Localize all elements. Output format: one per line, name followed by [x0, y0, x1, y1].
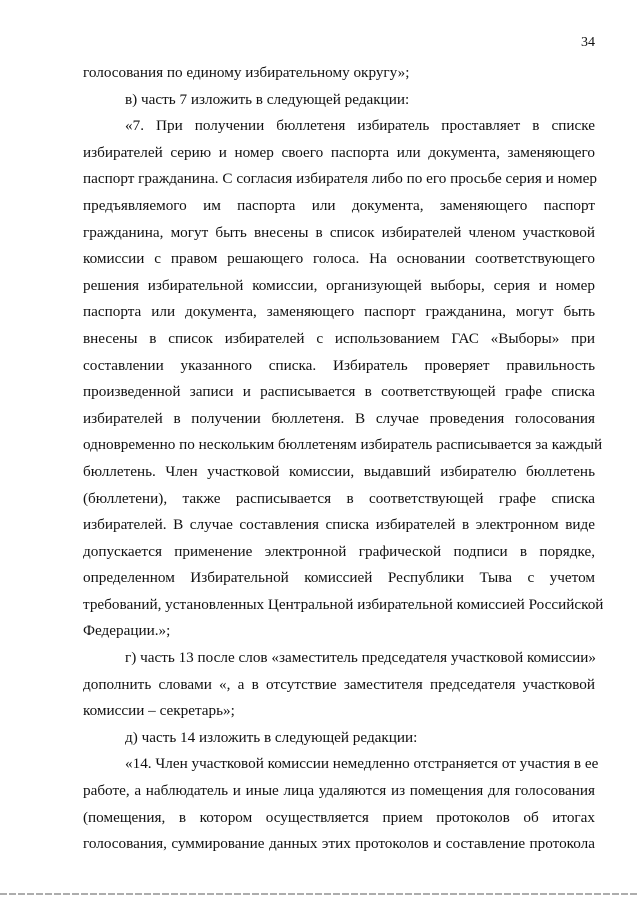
text-line: дополнить словами «, а в отсутствие заместителя председателя участковой	[83, 675, 595, 693]
text-line: паспорт гражданина. С согласия избирателя либо по его просьбе серия и номер	[83, 170, 597, 188]
text-line: г) часть 13 после слов «заместитель председателя участковой комиссии»	[125, 649, 597, 667]
text-line: комиссии – секретарь»;	[83, 702, 235, 720]
text-line: голосования по единому избирательному округу»;	[83, 64, 410, 81]
text-line: требований, установленных Центральной избирательной комиссией Российской	[83, 595, 604, 613]
text-line: составлении указанного списка. Избиратель проверяет правильность	[83, 356, 595, 374]
text-line: допускается применение электронной графической подписи в порядке,	[83, 542, 595, 560]
text-line: работе, а наблюдатель и иные лица удаляются из помещения для голосования	[83, 782, 595, 800]
text-line: определенном Избирательной комиссией Республики Тыва с учетом	[83, 569, 595, 587]
text-line: в) часть 7 изложить в следующей редакции:	[125, 90, 410, 108]
text-line: «7. При получении бюллетеня избиратель проставляет в списке	[125, 117, 595, 135]
text-line: Федерации.»;	[83, 622, 171, 640]
scan-edge-line	[0, 893, 639, 895]
document-body	[83, 60, 604, 858]
text-line: (помещения, в котором осуществляется прием протоколов об итогах	[83, 808, 595, 826]
text-line: гражданина, могут быть внесены в список избирателей членом участковой	[83, 223, 595, 241]
text-line: голосования, суммирование данных этих протоколов и составление протокола	[83, 835, 595, 853]
page-number: 34	[581, 35, 595, 50]
text-line: избирателей серию и номер своего паспорта или документа, заменяющего	[83, 143, 595, 161]
text-line: бюллетень. Член участковой комиссии, выдавший избирателю бюллетень	[83, 462, 595, 480]
text-line: «14. Член участковой комиссии немедленно отстраняется от участия в ее	[125, 755, 599, 773]
text-line: одновременно по нескольким бюллетеням избиратель расписывается за каждый	[83, 436, 603, 454]
text-line: д) часть 14 изложить в следующей редакции:	[125, 728, 418, 746]
text-line: произведенной записи и расписывается в соответствующей графе списка	[83, 383, 595, 401]
text-line: избирателей в получении бюллетеня. В случае проведения голосования	[83, 409, 595, 427]
text-line: избирателей. В случае составления списка избирателей в электронном виде	[83, 516, 595, 534]
text-line: комиссии с правом решающего голоса. На основании соответствующего	[83, 250, 595, 268]
text-line: решения избирательной комиссии, организующей выборы, серия и номер	[83, 276, 595, 294]
text-line: (бюллетени), также расписывается в соответствующей графе списка	[83, 489, 595, 507]
text-line: предъявляемого им паспорта или документа, заменяющего паспорт	[83, 196, 595, 214]
text-line: внесены в список избирателей с использованием ГАС «Выборы» при	[83, 329, 595, 347]
text-line: паспорта или документа, заменяющего паспорт гражданина, могут быть	[83, 303, 595, 321]
